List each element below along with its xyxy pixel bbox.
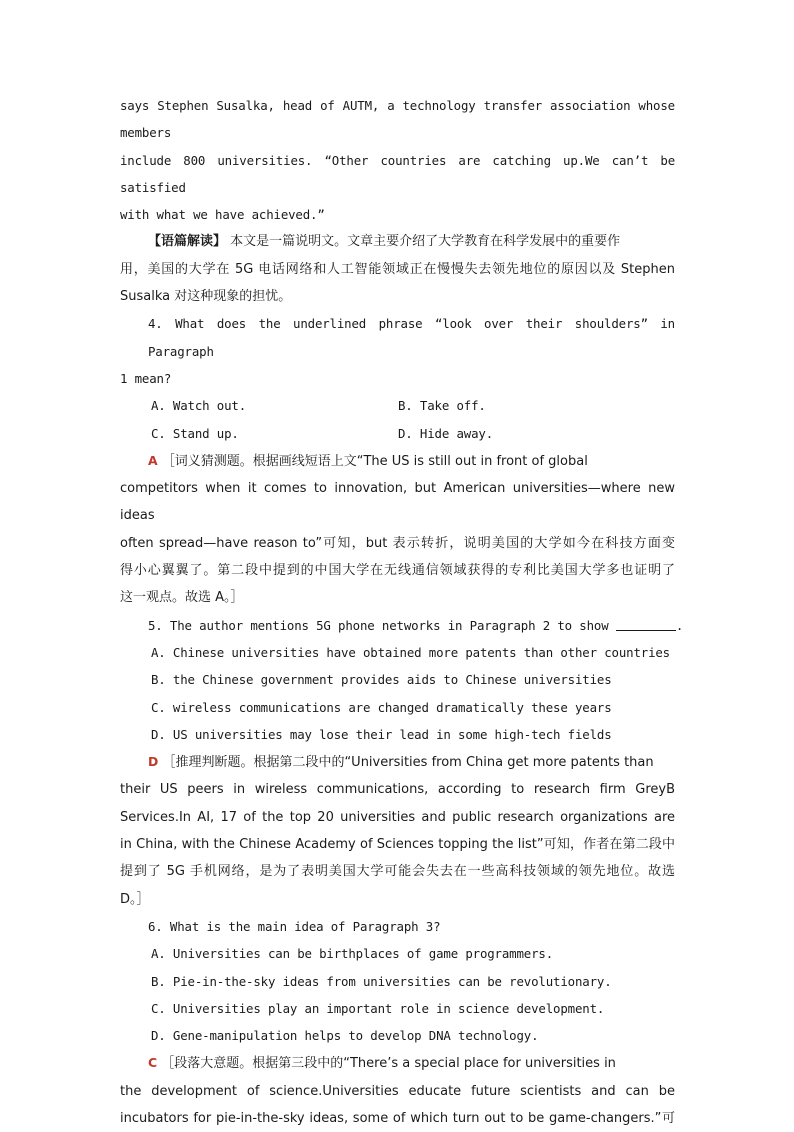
q6-explanation-2: the development of science.Universities educate future scientists and can be	[120, 1083, 675, 1099]
passage-line-1: says Stephen Susalka, head of AUTM, a technology transfer association whose members	[120, 98, 675, 141]
q4-option-c: C. Stand up.	[151, 425, 239, 441]
q5-exp-text-1: ［推理判断题。根据第二段中的“Universities from China get more patents than	[162, 755, 654, 771]
q5-option-c: C. wireless communications are changed dramatically these years	[151, 699, 612, 715]
q4-options-row-2	[120, 420, 675, 447]
q5-option-d: D. US universities may lose their lead in some high-tech fields	[151, 726, 612, 742]
q4-stem-1: 4. What does the underlined phrase “look over their shoulders” in Paragraph	[148, 316, 675, 359]
q4-option-a: A. Watch out.	[151, 398, 247, 414]
q6-exp-text-1: ［段落大意题。根据第三段中的“There’s a special place for universities in	[161, 1056, 616, 1072]
q5-explanation-5: 提到了 5G 手机网络，是为了表明美国大学可能会失去在一些高科技领域的领先地位。故选	[120, 864, 675, 880]
q5-answer: D	[148, 754, 159, 770]
passage-line-3: with what we have achieved.”	[120, 207, 325, 223]
q5-stem	[120, 612, 684, 639]
analysis-line-1	[120, 228, 675, 255]
analysis-label: 【语篇解读】	[148, 234, 227, 250]
q6-explanation-1	[120, 1049, 675, 1077]
q4-option-d: D. Hide away.	[398, 425, 494, 441]
q4-explanation-5: 这一观点。故选 A。］	[120, 590, 244, 606]
q4-stem-2: 1 mean?	[120, 370, 172, 386]
analysis-text-1: 本文是一篇说明文。文章主要介绍了大学教育在科学发展中的重要作	[230, 234, 621, 250]
passage-line-2: include 800 universities. “Other countries are catching up.We can’t be satisfied	[120, 152, 675, 195]
q4-option-b: B. Take off.	[398, 398, 486, 414]
q4-explanation-4: 得小心翼翼了。第二段中提到的中国大学在无线通信领域获得的专利比美国大学多也证明了	[120, 563, 675, 579]
q6-explanation-3: incubators for pie-in-the-sky ideas, some of which turn out to be game-changers.”可	[120, 1110, 675, 1126]
q4-options-row-1	[120, 392, 675, 419]
analysis-line-3: Susalka 对这种现象的担忧。	[120, 289, 292, 305]
q5-option-a: A. Chinese universities have obtained more patents than other countries	[151, 644, 670, 660]
q5-answer-blank	[616, 618, 676, 631]
q5-explanation-2: their US peers in wireless communications, according to research firm GreyB	[120, 782, 675, 798]
q5-explanation-6: D。］	[120, 891, 150, 907]
q5-stem-end: .	[675, 617, 684, 633]
q6-option-b: B. Pie-in-the-sky ideas from universities can be revolutionary.	[151, 973, 612, 989]
q4-explanation-2: competitors when it comes to innovation, but American universities—where new ideas	[120, 481, 675, 524]
q6-option-c: C. Universities play an important role in science development.	[151, 1000, 605, 1016]
q5-explanation-1	[120, 748, 675, 776]
q6-stem: 6. What is the main idea of Paragraph 3?	[148, 918, 441, 934]
q4-explanation-1	[120, 447, 675, 475]
document-page	[120, 92, 684, 1132]
q5-option-b: B. the Chinese government provides aids to Chinese universities	[151, 672, 612, 688]
q4-answer: A	[148, 452, 158, 468]
q4-explanation-3: often spread—have reason to”可知，but 表示转折，说明美国的大学如今在科技方面变	[120, 535, 675, 551]
analysis-line-2: 用，美国的大学在 5G 电话网络和人工智能领域正在慢慢失去领先地位的原因以及 Stephen	[120, 261, 675, 277]
q6-option-a: A. Universities can be birthplaces of game programmers.	[151, 946, 554, 962]
q6-answer: C	[148, 1055, 158, 1071]
q6-option-d: D. Gene-manipulation helps to develop DNA technology.	[151, 1028, 539, 1044]
q5-stem-text: 5. The author mentions 5G phone networks in Paragraph 2 to show	[148, 617, 609, 633]
q5-explanation-3: Services.In AI, 17 of the top 20 universities and public research organizations are	[120, 809, 675, 825]
q4-exp-text-1: ［词义猜测题。根据画线短语上文“The US is still out in front of global	[161, 453, 588, 469]
q5-explanation-4: in China, with the Chinese Academy of Sciences topping the list”可知，作者在第二段中	[120, 837, 675, 853]
